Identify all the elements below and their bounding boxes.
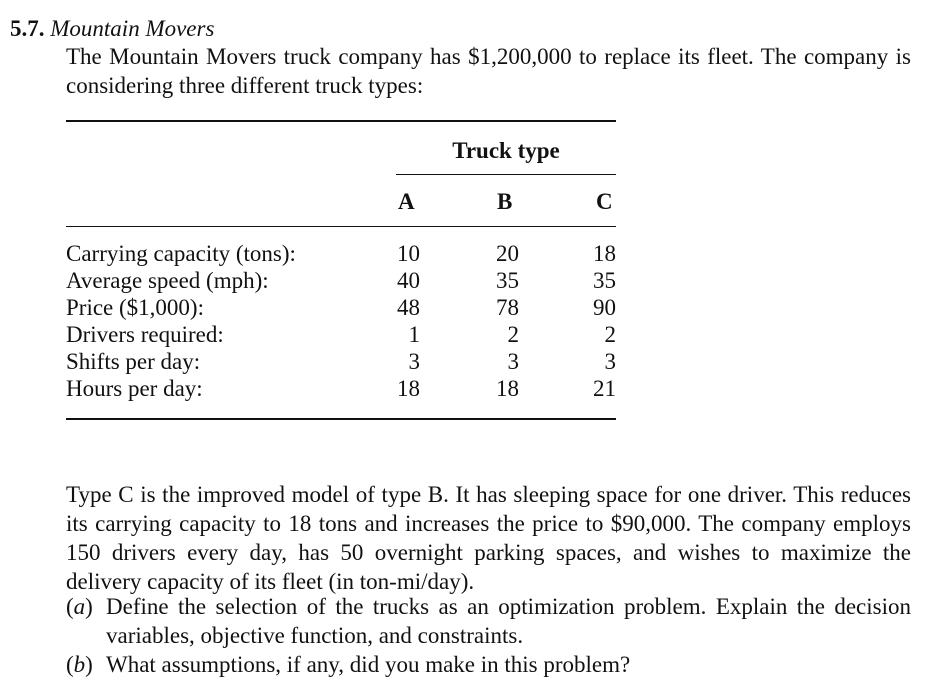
row-label-price: Price ($1,000): — [66, 295, 204, 320]
cell-b-carrying-capacity: 20 — [496, 241, 519, 266]
column-a-values — [386, 240, 420, 402]
closing-paragraph: Type C is the improved model of type B. It has sleeping space for one driver. This reduces its carrying capacity to 18 tons and increases the price to $90,000. The company employs 150 drivers every day, has 50 overnight parking spaces, and wishes to maximize the delivery capacity of its fleet (in ton-mi/day). — [66, 482, 911, 594]
group-header-rule — [396, 174, 616, 175]
cell-a-shifts-per-day: 3 — [408, 349, 420, 374]
cell-b-shifts-per-day: 3 — [507, 349, 519, 374]
part-b — [66, 650, 911, 679]
row-label-carrying-capacity: Carrying capacity (tons): — [66, 241, 296, 266]
header-rule — [66, 226, 616, 227]
cell-c-price: 90 — [593, 295, 616, 320]
cell-c-hours-per-day: 21 — [593, 376, 616, 401]
cell-a-hours-per-day: 18 — [397, 376, 420, 401]
column-c-values — [576, 240, 616, 402]
intro-paragraph: The Mountain Movers truck company has $1,200,000 to replace its fleet. The company is considering three different truck types: — [66, 44, 911, 98]
truck-type-table — [66, 120, 616, 422]
row-label-shifts-per-day: Shifts per day: — [66, 349, 201, 374]
problem-title: Mountain Movers — [50, 16, 215, 41]
row-label-drivers-required: Drivers required: — [66, 322, 224, 347]
table-bottom-rule — [66, 418, 616, 420]
cell-a-carrying-capacity: 10 — [397, 241, 420, 266]
part-b-label: (b) — [66, 652, 93, 677]
cell-c-average-speed: 35 — [593, 268, 616, 293]
cell-b-drivers-required: 2 — [507, 322, 519, 347]
cell-b-price: 78 — [496, 295, 519, 320]
row-label-hours-per-day: Hours per day: — [66, 376, 203, 401]
cell-a-price: 48 — [397, 295, 420, 320]
cell-b-average-speed: 35 — [496, 268, 519, 293]
cell-c-shifts-per-day: 3 — [604, 349, 616, 374]
closing-section — [66, 480, 911, 596]
column-header-a: A — [398, 189, 415, 214]
column-header-c: C — [596, 189, 613, 214]
table-top-rule — [66, 120, 616, 122]
part-a — [66, 592, 911, 650]
cell-c-drivers-required: 2 — [604, 322, 616, 347]
row-labels — [66, 240, 296, 402]
row-label-average-speed: Average speed (mph): — [66, 268, 269, 293]
column-header-b: B — [497, 189, 513, 214]
part-a-label: (a) — [66, 594, 93, 619]
part-b-text: What assumptions, if any, did you make in this problem? — [106, 652, 631, 677]
truck-type-header: Truck type — [452, 138, 560, 163]
part-a-text: Define the selection of the trucks as an optimization problem. Explain the decision variables, objective function, and constraints. — [106, 594, 911, 648]
cell-c-carrying-capacity: 18 — [593, 241, 616, 266]
question-parts — [66, 592, 911, 679]
cell-a-average-speed: 40 — [397, 268, 420, 293]
problem-heading — [10, 14, 214, 43]
column-b-values — [486, 240, 519, 402]
problem-number: 5.7. — [10, 16, 45, 41]
cell-a-drivers-required: 1 — [408, 322, 420, 347]
cell-b-hours-per-day: 18 — [496, 376, 519, 401]
